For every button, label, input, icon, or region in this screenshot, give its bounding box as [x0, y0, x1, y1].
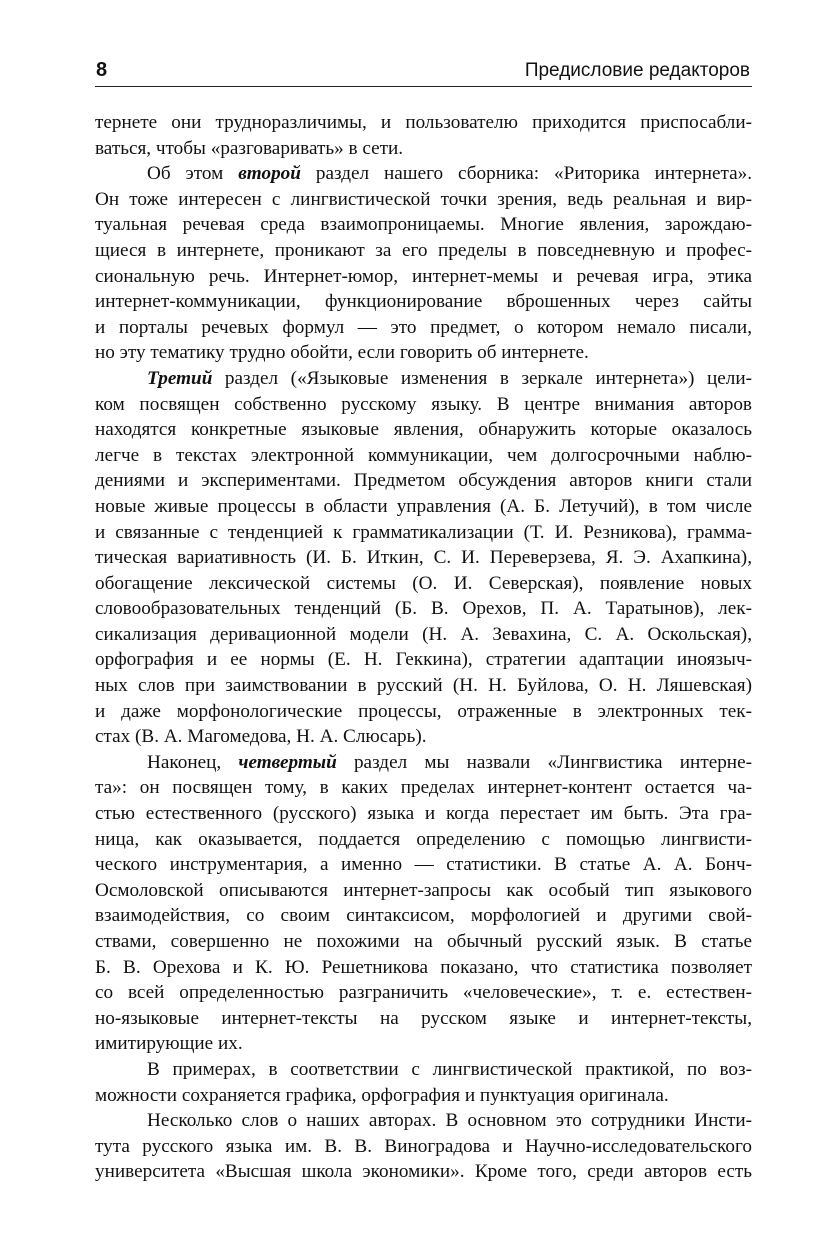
text-line: стью естественного (русского) языка и когда перестает им быть. Эта гра- — [95, 803, 752, 825]
paragraph-6 — [95, 1108, 752, 1185]
page-number: 8 — [96, 59, 108, 81]
text-line: тута русского языка им. В. В. Виноградова и Научно-исследовательского — [95, 1135, 752, 1157]
text-line: но-языковые интернет-тексты на русском языке и интернет-тексты, — [95, 1007, 752, 1029]
text-line — [95, 750, 752, 776]
text-line: Он тоже интересен с лингвистической точки зрения, ведь реальная и вир- — [95, 188, 752, 210]
text-line: интернет-коммуникации, функционирование вброшенных через сайты — [95, 291, 752, 313]
paragraph-3 — [95, 366, 752, 750]
text-line: ваться, чтобы «разговаривать» в сети. — [95, 137, 404, 159]
text-line: ствами, совершенно не похожими на обычный русский язык. В статье — [95, 931, 752, 952]
text-line: тернете они трудноразличимы, и пользователю приходится приспосабли- — [95, 112, 752, 133]
text-line: и порталы речевых формул — это предмет, о котором немало писали, — [95, 316, 752, 338]
text-line: та»: он посвящен тому, в каких пределах интернет-контент остается ча- — [95, 777, 752, 799]
body-text — [95, 110, 752, 1185]
text-line: Несколько слов о наших авторах. В основном это сотрудники Инсти- — [147, 1110, 752, 1132]
text-line: ком посвящен собственно русскому языку. В центре внимания авторов — [95, 393, 752, 415]
text-line: стах (В. А. Магомедова, Н. А. Слюсарь). — [95, 726, 427, 748]
text-line — [95, 161, 752, 187]
text-line: словообразовательных тенденций (Б. В. Орехов, П. А. Таратынов), лек- — [95, 598, 752, 620]
text-line: новые живые процессы в области управления (А. Б. Летучий), в том числе — [95, 495, 752, 517]
text-line — [95, 366, 752, 392]
emphasized-word: Третий — [147, 367, 213, 389]
text-line: со всей определенностью разграничить «человеческие», т. е. естествен- — [95, 982, 752, 1004]
running-header — [95, 56, 752, 87]
emphasized-word: второй — [238, 163, 301, 185]
text-line: можности сохраняется графика, орфография и пунктуация оригинала. — [95, 1084, 669, 1106]
text-run: Наконец, — [147, 751, 239, 773]
text-run: Об этом — [147, 163, 239, 185]
text-line: легче в текстах электронной коммуникации, чем долгосрочными наблю- — [95, 444, 752, 466]
paragraph-5 — [95, 1057, 752, 1108]
book-page — [95, 56, 752, 1185]
text-run: раздел нашего сборника: «Риторика интернета». — [300, 163, 752, 185]
text-line: щиеся в интернете, проникают за его пределы в повседневную и профес- — [95, 239, 752, 261]
paragraph-2 — [95, 161, 752, 366]
text-line: находятся конкретные языковые явления, обнаружить которые оказалось — [95, 419, 752, 441]
text-line: ческого инструментария, а именно — статистики. В статье А. А. Бонч- — [95, 854, 752, 876]
text-line: ница, как оказывается, поддается определению с помощью лингвисти- — [95, 828, 752, 850]
paragraph-1 — [95, 110, 752, 161]
text-line: взаимодействия, со своим синтаксисом, морфологией и другими свой- — [95, 905, 752, 927]
text-run: раздел («Языковые изменения в зеркале интернета») цели- — [212, 367, 752, 389]
text-line: тическая вариативность (И. Б. Иткин, С. И. Переверзева, Я. Э. Ахапкина), — [95, 547, 752, 569]
text-line: и связанные с тенденцией к грамматикализации (Т. И. Резникова), грамма- — [95, 521, 752, 543]
text-line: университета «Высшая школа экономики». Кроме того, среди авторов есть — [95, 1161, 752, 1183]
text-line: В примерах, в соответствии с лингвистической практикой, по воз- — [147, 1058, 752, 1080]
text-line: сиональную речь. Интернет-юмор, интернет-мемы и речевая игра, этика — [95, 265, 752, 287]
text-line: и даже морфонологические процессы, отраженные в электронных тек- — [95, 700, 752, 722]
text-line: обогащение лексической системы (О. И. Северская), появление новых — [95, 572, 752, 594]
text-run: раздел мы назвали «Лингвистика интерне- — [336, 751, 752, 773]
paragraph-4 — [95, 750, 752, 1057]
text-line: Б. В. Орехова и К. Ю. Решетникова показано, что статистика позволяет — [95, 956, 752, 978]
text-line: туальная речевая среда взаимопроницаемы. Многие явления, зарождаю- — [95, 214, 752, 236]
text-line: дениями и экспериментами. Предметом обсуждения авторов книги стали — [95, 470, 752, 492]
text-line: сикализация деривационной модели (Н. А. Зевахина, С. А. Оскольская), — [95, 623, 752, 645]
text-line: имитирующие их. — [95, 1033, 243, 1055]
text-line: Осмоловской описываются интернет-запросы как особый тип языкового — [95, 879, 752, 901]
running-header-title: Предисловие редакторов — [524, 60, 750, 81]
text-line: но эту тематику трудно обойти, если говорить об интернете. — [95, 342, 589, 364]
text-line: орфография и ее нормы (Е. Н. Геккина), стратегии адаптации иноязыч- — [95, 649, 752, 671]
emphasized-word: четвертый — [238, 751, 337, 773]
text-line: ных слов при заимствовании в русский (Н. Н. Буйлова, О. Н. Ляшевская) — [95, 675, 752, 697]
